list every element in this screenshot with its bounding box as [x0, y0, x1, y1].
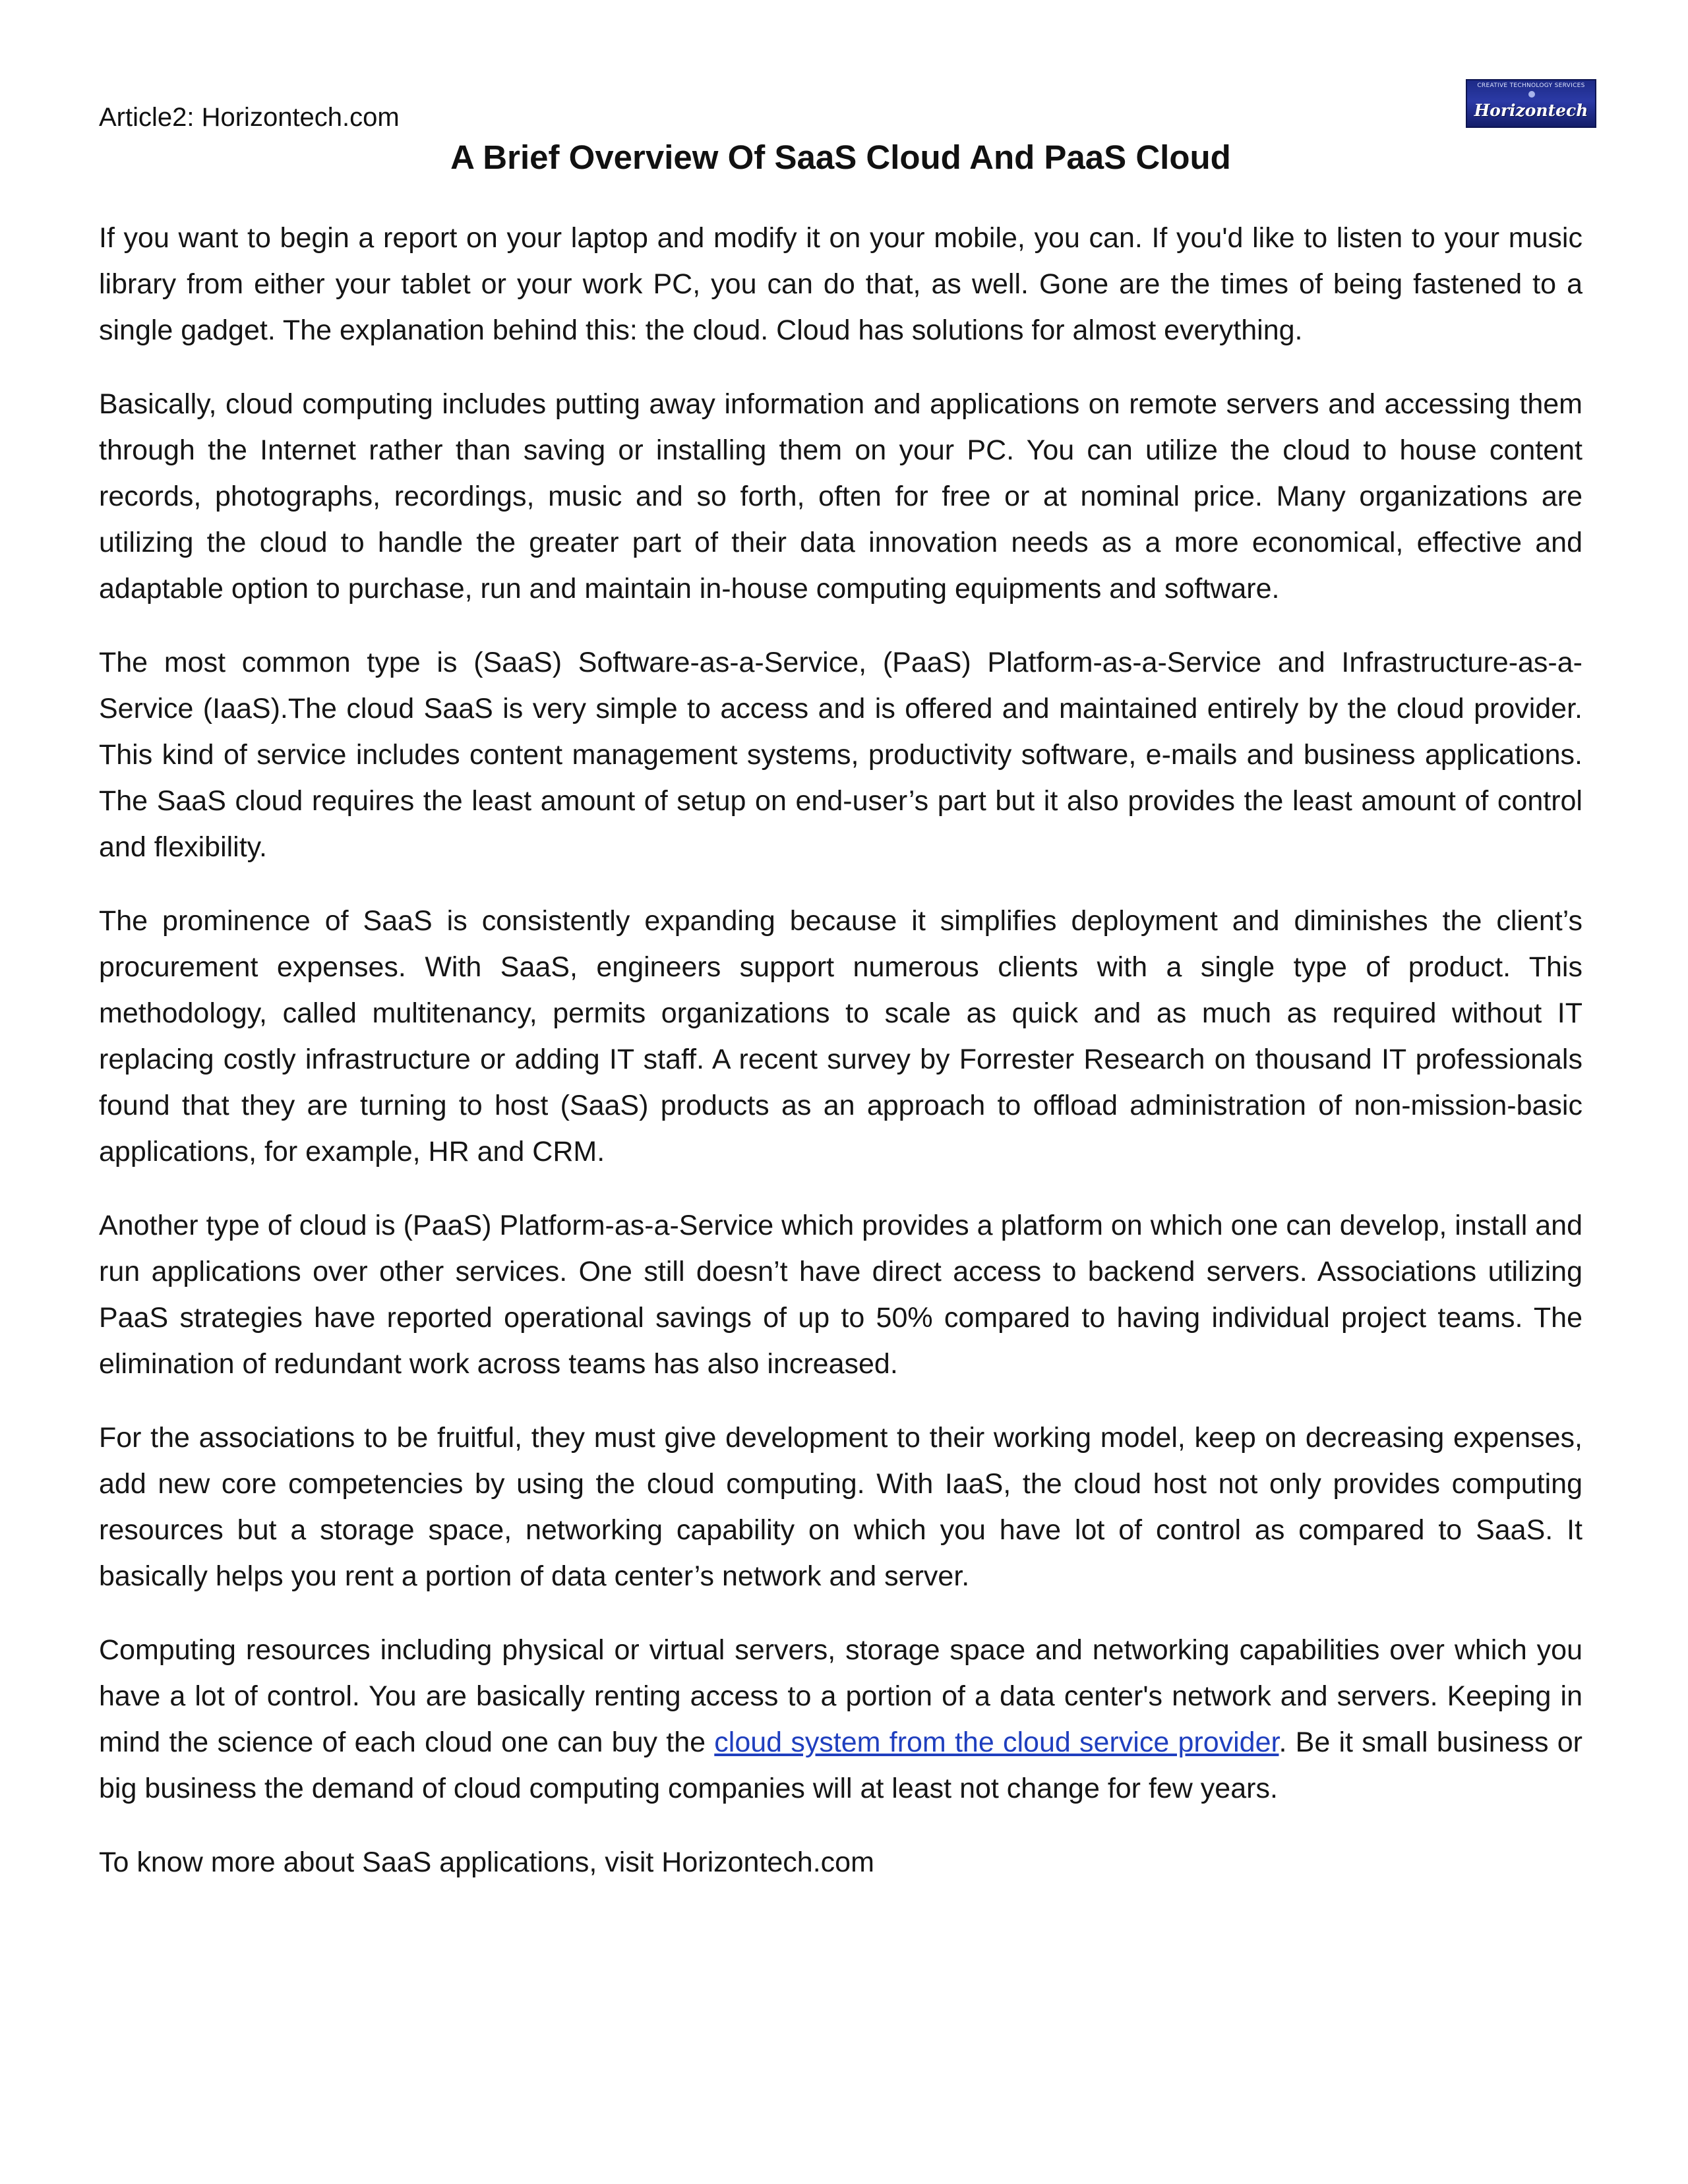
paragraph-7-text-before-link: Computing resources including physical or virtual servers, storage space and networking capabilities over which you have a lot of control. You are basically renting access to a portion of a data center's network and servers. Keeping in mind the science of each cloud one can buy the — [99, 1634, 1582, 1758]
paragraph-1: If you want to begin a report on your laptop and modify it on your mobile, you can. If you'd like to listen to your music library from either your tablet or your work PC, you can do that, as well. Gone are the times of being fastened to a single gadget. The explanation behind this: the cloud. Cloud has solutions for almost everything. — [99, 222, 1582, 346]
article-body — [99, 215, 1582, 1913]
paragraph-6: For the associations to be fruitful, they must give development to their working model, keep on decreasing expenses, add new core competencies by using the cloud computing. With IaaS, the cloud host not only provides computing resources but a storage space, networking capability on which you have lot of control as compared to SaaS. It basically helps you rent a portion of data center’s network and server. — [99, 1422, 1582, 1592]
article-label: Article2: Horizontech.com — [99, 103, 400, 132]
paragraph-5: Another type of cloud is (PaaS) Platform-as-a-Service which provides a platform on which one can develop, install and run applications over other services. One still doesn’t have direct access to backend servers. Associations utilizing PaaS strategies have reported operational savings of up to 50% compared to having individual project teams. The elimination of redundant work across teams has also increased. — [99, 1210, 1582, 1380]
closing-line: To know more about SaaS applications, visit Horizontech.com — [99, 1846, 874, 1878]
paragraph-7 — [99, 1627, 1582, 1812]
horizontech-logo — [1466, 79, 1596, 128]
logo-name: Horizontech — [1474, 101, 1588, 120]
logo-emblem-icon — [1528, 91, 1535, 98]
document-title: A Brief Overview Of SaaS Cloud And PaaS Cloud — [450, 138, 1231, 176]
logo-tagline: CREATIVE TECHNOLOGY SERVICES — [1477, 82, 1585, 89]
paragraph-7-text-after-link: . Be it small business or big business the demand of cloud computing companies will at least not change for few years. — [99, 1727, 1583, 1804]
paragraph-2: Basically, cloud computing includes putting away information and applications on remote servers and accessing them through the Internet rather than saving or installing them on your PC. You can utilize the cloud to house content records, photographs, recordings, music and so forth, often for free or at nominal price. Many organizations are utilizing the cloud to handle the greater part of their data innovation needs as a more economical, effective and adaptable option to purchase, run and maintain in-house computing equipments and software. — [99, 388, 1582, 605]
paragraph-3: The most common type is (SaaS) Software-as-a-Service, (PaaS) Platform-as-a-Service and Infrastructure-as-a-Service (IaaS).The cloud SaaS is very simple to access and is offered and maintained entirely by the cloud provider. This kind of service includes content management systems, productivity software, e-mails and business applications. The SaaS cloud requires the least amount of setup on end-user’s part but it also provides the least amount of control and flexibility. — [99, 647, 1582, 863]
paragraph-4: The prominence of SaaS is consistently expanding because it simplifies deployment and diminishes the client’s procurement expenses. With SaaS, engineers support numerous clients with a single type of product. This methodology, called multitenancy, permits organizations to scale as quick and as much as required without IT replacing costly infrastructure or adding IT staff. A recent survey by Forrester Research on thousand IT professionals found that they are turning to host (SaaS) products as an approach to offload administration of non-mission-basic applications, for example, HR and CRM. — [99, 905, 1582, 1167]
cloud-service-provider-link[interactable]: cloud system from the cloud service provider — [714, 1727, 1279, 1758]
